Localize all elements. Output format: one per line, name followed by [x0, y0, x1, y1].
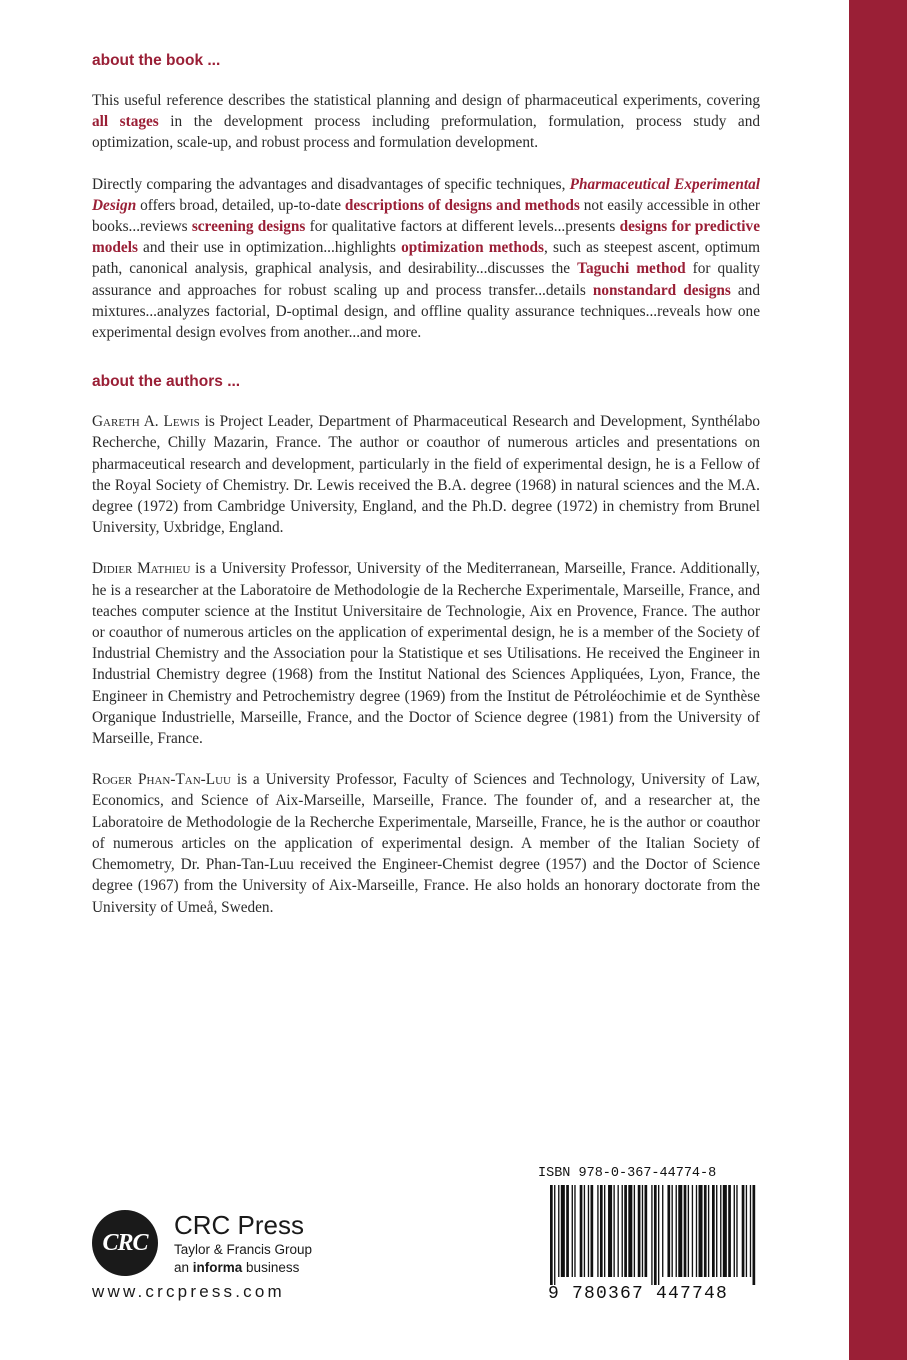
text-run: offers broad, detailed, up-to-date [136, 196, 345, 214]
barcode-bar [613, 1185, 614, 1277]
barcode-bar [654, 1185, 657, 1285]
barcode-bar [746, 1185, 747, 1277]
author-bio-text: is a University Professor, University of the Mediterranean, Marseille, France. Additionally, he is a researcher at the Laboratoire de Methodologie de la Recherche Experimentale, Marseille, France, and teaches computer science at the Institut Universitaire de Technologie, Aix en Provence, France. The author or coauthor of numerous articles on the application of experimental design, he is a member of the Society of Industrial Chemistry and the Association pour la Statistique et ses Utilisations. He received the Engineer in Industrial Chemistry degree (1968) from the Institut National des Sciences Appliquées, Lyon, France, the Engineer in Chemistry and Petrochemistry degree (1969) from the Institut de Pétroléochimie et de Synthèse Organique Industrielle, Marseille, France, and the Doctor of Science degree (1981) from the University of Marseille, France. [92, 560, 760, 748]
barcode-bar [704, 1185, 707, 1277]
barcode-bar [597, 1185, 598, 1277]
barcode-bar [723, 1185, 727, 1277]
author-name: Gareth A. Lewis [92, 413, 200, 431]
author-bio-text: is a University Professor, Faculty of Sciences and Technology, University of Law, Economics, and Science of Aix-Marseille, Marseille, France. The founder of, and a researcher at, the Laboratoire de Methodologie de la Recherche Experimentale, Marseille, France, he is the author or coauthor of numerous articles on the application of experimental design. A member of the Italian Society of Chemometry, Dr. Phan-Tan-Luu received the Engineer-Chemist degree (1957) and the Doctor of Science degree (1967) from the University of Aix-Marseille, France. He also holds an honorary doctorate from the University of Umeå, Sweden. [92, 771, 760, 916]
barcode-bar [591, 1185, 594, 1277]
barcode-bar [558, 1185, 559, 1277]
barcode-bar [604, 1185, 605, 1277]
barcode-bar [634, 1185, 635, 1277]
text-run: in the development process including preformulation, formulation, process study and optimization, scale-up, and robust process and formulation development. [92, 113, 760, 152]
author-name: Roger Phan-Tan-Luu [92, 771, 231, 789]
barcode-bar [688, 1185, 689, 1277]
barcode-bar [561, 1185, 565, 1277]
barcode-bar [708, 1185, 709, 1277]
barcode-bar [720, 1185, 721, 1277]
logo-text: CRC [102, 1229, 148, 1256]
highlight-nonstandard-designs: nonstandard designs [592, 281, 731, 299]
barcode-bar [734, 1185, 735, 1277]
author-name: Didier Mathieu [92, 560, 191, 578]
barcode-bar [728, 1185, 731, 1277]
text-run: and mixtures...analyzes factorial, D-optimal design, and offline quality assurance techniques...reveals how one experimental design evolves from another...and more. [92, 281, 760, 342]
barcode-bar [716, 1185, 717, 1277]
barcode-bar [742, 1185, 745, 1277]
barcode-bar [684, 1185, 687, 1277]
back-cover-text [92, 52, 760, 938]
barcode-bar [667, 1185, 670, 1277]
text-run: , such as steepest ascent, optimum path, canonical analysis, graphical analysis, and desirability...discusses the [92, 239, 761, 278]
text-run: Directly comparing the advantages and disadvantages of specific techniques, [92, 175, 570, 193]
barcode-bar [584, 1185, 585, 1277]
tagline-prefix: an [174, 1260, 193, 1275]
publisher-name: CRC Press [174, 1210, 305, 1240]
barcode-bar [618, 1185, 619, 1277]
barcode-bar [642, 1185, 643, 1277]
book-title: Pharmaceutical Experimental Design [92, 175, 760, 214]
highlight-predictive-models: designs for predictive models [92, 218, 760, 257]
publisher-url[interactable]: www.crcpress.com [92, 1282, 285, 1301]
barcode-bar [692, 1185, 693, 1277]
highlight-designs-methods: descriptions of designs and methods [344, 196, 580, 214]
barcode-bar [566, 1185, 569, 1277]
tagline-suffix: business [242, 1260, 300, 1275]
highlight-taguchi-method: Taguchi method [577, 260, 686, 278]
crc-logo-icon [92, 1210, 158, 1276]
barcode-bar [712, 1185, 715, 1277]
barcode-bar [696, 1185, 697, 1277]
isbn-barcode [548, 1185, 760, 1285]
text-run: and their use in optimization...highlights [137, 239, 402, 257]
barcode-bar [574, 1185, 575, 1277]
barcode-bar [753, 1185, 756, 1285]
author-bio-mathieu [92, 558, 760, 749]
publisher-tagline [174, 1259, 434, 1277]
text-run: for quality assurance and approaches for robust scaling up and process transfer...details [92, 260, 760, 299]
cover-side-band [849, 0, 907, 1360]
about-book-heading: about the book ... [92, 52, 221, 69]
book-description-paragraph-2 [92, 174, 760, 344]
barcode-bar [628, 1185, 632, 1277]
text-run: for qualitative factors at different levels...presents [305, 218, 620, 236]
highlight-screening-designs: screening designs [191, 218, 306, 236]
barcode-bar [750, 1185, 751, 1277]
barcode-digits: 9 780367 447748 [548, 1284, 729, 1304]
barcode-bar [554, 1185, 555, 1285]
author-bio-phan-tan-luu [92, 769, 760, 917]
highlight-optimization-methods: optimization methods [401, 239, 544, 257]
barcode-bar [678, 1185, 682, 1277]
about-authors-heading: about the authors ... [92, 373, 241, 391]
text-run: This useful reference describes the statistical planning and design of pharmaceutical experiments, covering [92, 92, 760, 109]
barcode-bar [624, 1185, 627, 1277]
publisher-group: Taylor & Francis Group [174, 1242, 313, 1257]
author-bio-lewis [92, 411, 760, 538]
book-description-paragraph-1 [92, 90, 760, 154]
author-bio-text: is Project Leader, Department of Pharmaceutical Research and Development, Synthélabo Recherche, Chilly Mazarin, France. The author or coauthor of numerous articles and presentations on pharmaceutical research and development, particularly in the field of experimental design, he is a Fellow of the Royal Society of Chemistry. Dr. Lewis received the B.A. degree (1968) in natural sciences and the M.A. degree (1972) from Cambridge University, England, and the Ph.D. degree (1972) in chemistry from Brunel University, Uxbridge, England. [92, 413, 760, 537]
barcode-bar [672, 1185, 673, 1277]
barcode-bar [588, 1185, 589, 1277]
highlight-all-stages: all stages [92, 113, 159, 131]
isbn-label: ISBN 978-0-367-44774-8 [538, 1166, 717, 1181]
barcode-bar [550, 1185, 553, 1285]
barcode-bar [580, 1185, 583, 1277]
barcode-bar [676, 1185, 677, 1277]
barcode-bar [600, 1185, 603, 1277]
barcode-bar [572, 1185, 573, 1277]
barcode-bar [638, 1185, 641, 1277]
barcode-bar [699, 1185, 703, 1277]
text-run: not easily accessible in other books...reviews [92, 196, 760, 236]
barcode-bar [736, 1185, 737, 1277]
publisher-brand [174, 1210, 434, 1277]
barcode-bar [662, 1185, 663, 1277]
barcode-bar [622, 1185, 623, 1277]
barcode-bar [645, 1185, 648, 1277]
barcode-bar [658, 1185, 659, 1285]
barcode-bar [651, 1185, 652, 1285]
tagline-bold: informa [192, 1260, 243, 1275]
barcode-bar [608, 1185, 612, 1277]
